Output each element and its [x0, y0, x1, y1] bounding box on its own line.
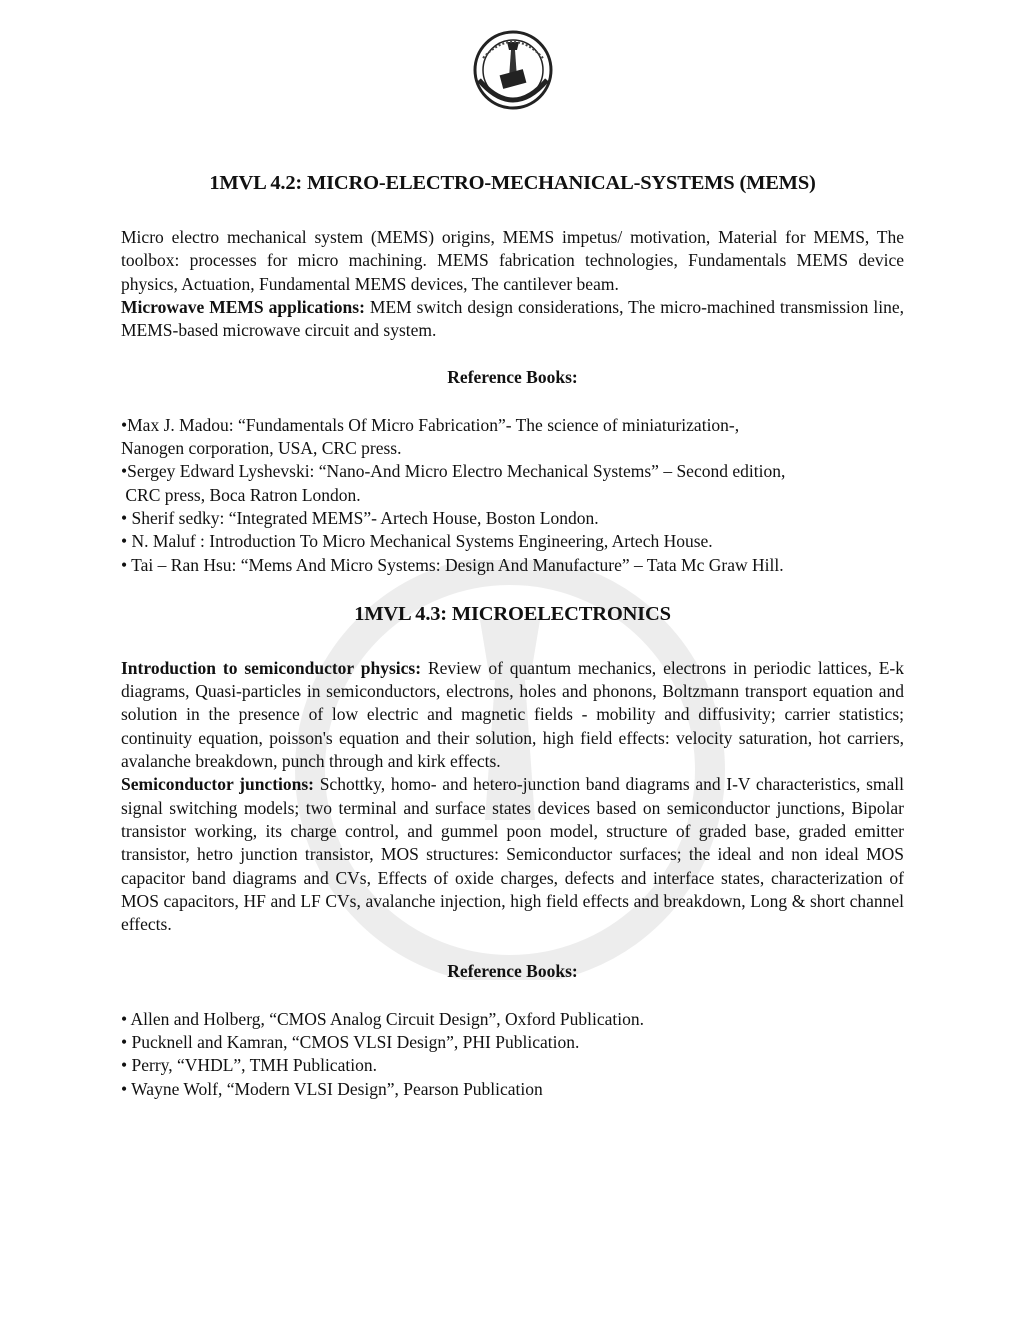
mems-microwave-paragraph	[121, 296, 904, 343]
microwave-mems-lead: Microwave MEMS applications:	[121, 296, 365, 317]
reference-books-heading-1: Reference Books:	[447, 367, 578, 388]
reference-item: Nanogen corporation, USA, CRC press.	[121, 438, 402, 459]
reference-item: •Max J. Madou: “Fundamentals Of Micro Fabrication”- The science of miniaturization-,	[121, 414, 740, 435]
semiconductor-physics-text: Review of quantum mechanics, electrons in periodic lattices, E-k diagrams, Quasi-particles in semiconductors, electrons, holes and phonons, Boltzmann transport equation and solution in the presence of low electric and magnetic fields - mobility and diffusivity; carrier statistics; continuity equation, poisson's equation and their solution, high field effects: velocity saturation, hot carriers, avalanche breakdown, punch through and kirk effects.	[121, 657, 904, 772]
university-seal-icon	[471, 28, 555, 116]
document-body	[121, 170, 904, 1101]
reference-item: •Sergey Edward Lyshevski: “Nano-And Micro Electro Mechanical Systems” – Second edition,	[121, 461, 786, 482]
section-title-mems: 1MVL 4.2: MICRO-ELECTRO-MECHANICAL-SYSTEMS (MEMS)	[209, 172, 816, 194]
reference-item: CRC press, Boca Ratron London.	[121, 484, 361, 505]
semiconductor-physics-paragraph	[121, 657, 904, 773]
reference-item: • Tai – Ran Hsu: “Mems And Micro Systems: Design And Manufacture” – Tata Mc Graw Hill.	[121, 554, 784, 575]
reference-books-heading-2: Reference Books:	[447, 961, 578, 982]
semiconductor-junctions-text: Schottky, homo- and hetero-junction band diagrams and I-V characteristics, small signal switching models; two terminal and surface states devices based on semiconductor junctions, Bipolar transistor working, its charge control, and gummel poon model, structure of graded base, graded emitter transistor, hetro junction transistor, MOS structures: Semiconductor surfaces; the ideal and non ideal MOS capacitor band diagrams and CVs, Effects of oxide charges, defects and interface states, characterization of MOS capacitors, HF and LF CVs, avalanche injection, high field effects and breakdown, Long & short channel effects.	[121, 774, 904, 935]
mems-description: Micro electro mechanical system (MEMS) origins, MEMS impetus/ motivation, Material for MEMS, The toolbox: processes for micro machining. MEMS fabrication technologies, Fundamentals MEMS device physics, Actuation, Fundamental MEMS devices, The cantilever beam.	[121, 227, 904, 294]
reference-item: • Wayne Wolf, “Modern VLSI Design”, Pearson Publication	[121, 1078, 543, 1099]
reference-list-2	[121, 1008, 904, 1101]
semiconductor-physics-lead: Introduction to semiconductor physics:	[121, 657, 422, 678]
section-title-microelectronics: 1MVL 4.3: MICROELECTRONICS	[354, 602, 671, 625]
reference-item: • Perry, “VHDL”, TMH Publication.	[121, 1055, 377, 1076]
reference-item: • N. Maluf : Introduction To Micro Mechanical Systems Engineering, Artech House.	[121, 531, 713, 552]
microwave-mems-text: MEM switch design considerations, The micro-machined transmission line, MEMS-based microwave circuit and system.	[121, 296, 904, 341]
reference-item: • Pucknell and Kamran, “CMOS VLSI Design”, PHI Publication.	[121, 1032, 580, 1053]
reference-item: • Allen and Holberg, “CMOS Analog Circuit Design”, Oxford Publication.	[121, 1008, 644, 1029]
reference-list-1	[121, 414, 904, 577]
semiconductor-junctions-lead: Semiconductor junctions:	[121, 774, 315, 795]
reference-item: • Sherif sedky: “Integrated MEMS”- Artech House, Boston London.	[121, 507, 599, 528]
semiconductor-junctions-paragraph	[121, 773, 904, 936]
